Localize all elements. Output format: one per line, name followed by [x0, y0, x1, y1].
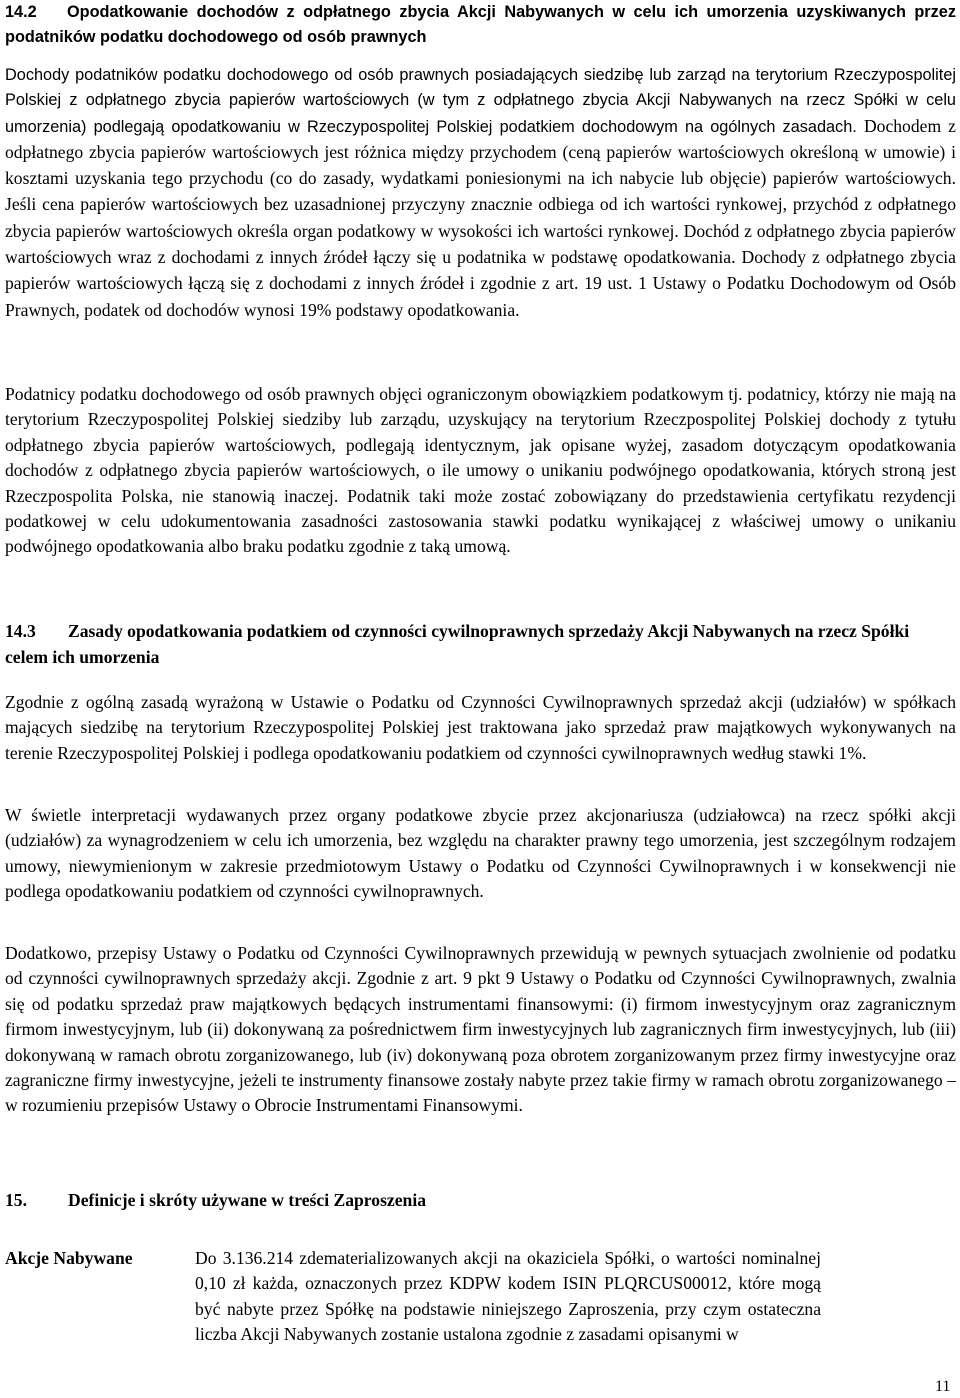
section-14-3-body-3 [5, 941, 956, 1119]
definitions-list [5, 1246, 956, 1348]
section-14-2-body [5, 63, 956, 324]
section-14-2-heading [5, 0, 956, 51]
page-number: 11 [935, 1378, 951, 1395]
paragraph-part: Dochodem z odpłatnego zbycia papierów wartościowych jest różnica między przychodem (ceną papierów wartościowych określoną w umowie) i kosztami uzyskania tego przychodu (co do zasady, wydatkami poniesionymi na ich nabycie lub objęcie) papierów wartościowych. Jeśli cena papierów wartościowych bez uzasadnionej przyczyny znacznie odbiega od ich wartości rynkowej, przychód z odpłatnego zbycia papierów wartościowych określa organ podatkowy w wysokości ich wartości rynkowej. Dochód z odpłatnego zbycia papierów wartościowych wraz z dochodami z innych źródeł łączy się u podatnika w podstawę opodatkowania. Dochody z odpłatnego zbycia papierów wartościowych łączą się z dochodami z innych źródeł i zgodnie z art. 19 ust. 1 Ustawy o Podatku Dochodowym od Osób Prawnych, podatek od dochodów wynosi 19% podstawy opodatkowania. [5, 115, 956, 320]
section-14-3-body-2 [5, 803, 956, 905]
section-14-2-body-2 [5, 382, 956, 560]
definition-term: Akcje Nabywane [5, 1248, 133, 1268]
paragraph: Dodatkowo, przepisy Ustawy o Podatku od Czynności Cywilnoprawnych przewidują w pewnych sytuacjach zwolnienie od podatku od czynności cywilnoprawnych sprzedaży akcji. Zgodnie z art. 9 pkt 9 Ustawy o Podatku od Czynności Cywilnoprawnych, zwalnia się od podatku sprzedaż praw majątkowych będących instrumentami finansowymi: (i) firmom inwestycyjnym oraz zagranicznym firmom inwestycyjnym, lub (ii) dokonywaną za pośrednictwem firm inwestycyjnych lub zagranicznych firm inwestycyjnych, lub (iii) dokonywaną w ramach obrotu zorganizowanego, lub (iv) dokonywaną poza obrotem zorganizowanym przez firmy inwestycyjne oraz zagraniczne firmy inwestycyjne, jeżeli te instrumenty finansowe zostały nabyte przez takie firmy w ramach obrotu zorganizowanego – w rozumieniu przepisów Ustawy o Obrocie Instrumentami Finansowymi. [5, 943, 956, 1116]
paragraph-part: Podatnik taki może zostać zobowiązany do przedstawienia certyfikatu rezydencji podatkowej w celu udokumentowania zasadności zastosowania stawki podatku wynikającej z właściwej umowy o unikaniu podwójnego opodatkowania albo braku podatku zgodnie z taką umową. [5, 485, 956, 557]
paragraph [5, 382, 956, 560]
section-title: Definicje i skróty używane w treści Zaproszenia [68, 1190, 427, 1210]
paragraph-part: Podatnicy podatku dochodowego od osób prawnych objęci ograniczonym obowiązkiem podatkowym tj. podatnicy, którzy nie mają na terytorium Rzeczypospolitej Polskiej siedziby lub zarządu, uzyskujący na terytorium Rzeczpospolitej Polskiej dochody z tytułu odpłatnego zbycia papierów wartościowych, podlegają identycznym, jak opisane wyżej, zasadom dotyczącym opodatkowania dochodów z odpłatnego zbycia papierów wartościowych, o ile umowy o unikaniu podwójnego opodatkowania, których stroną jest Rzeczpospolita Polska, nie stanowią inaczej. [5, 384, 956, 506]
definition-item [5, 1246, 956, 1348]
section-title: Zasady opodatkowania podatkiem od czynności cywilnoprawnych sprzedaży Akcji Nabywanych na rzecz Spółki celem ich umorzenia [5, 621, 910, 667]
section-14-3 [5, 619, 956, 670]
paragraph: Zgodnie z ogólną zasadą wyrażoną w Ustawie o Podatku od Czynności Cywilnoprawnych sprzedaż akcji (udziałów) w spółkach mających siedzibę na terytorium Rzeczypospolitej Polskiej jest traktowana jako sprzedaż praw majątkowych wykonywanych na terenie Rzeczypospolitej Polskiej i podlega opodatkowaniu podatkiem od czynności cywilnoprawnych według stawki 1%. [5, 692, 956, 763]
section-number: 14.3 [5, 621, 36, 641]
paragraph-part: Dochody podatników podatku dochodowego od osób prawnych posiadających siedzibę lub zarząd na terytorium Rzeczypospolitej Polskiej z odpłatnego zbycia papierów wartościowych (w tym z odpłatnego zbycia Akcji Nabywanych na rzecz Spółki w celu umorzenia) podlegają opodatkowaniu w Rzeczypospolitej Polskiej podatkiem dochodowym na ogólnych zasadach. [5, 66, 956, 136]
section-15 [5, 1188, 956, 1214]
paragraph [5, 63, 956, 324]
section-number: 14.2 [5, 3, 37, 21]
section-14-2 [5, 0, 956, 51]
section-14-3-body [5, 690, 956, 766]
section-14-3-heading [5, 619, 956, 670]
section-15-heading [5, 1188, 956, 1214]
section-number: 15. [5, 1190, 27, 1210]
section-title: Opodatkowanie dochodów z odpłatnego zbycia Akcji Nabywanych w celu ich umorzenia uzyskiwanych przez podatników podatku dochodowego od osób prawnych [5, 3, 956, 47]
paragraph: W świetle interpretacji wydawanych przez organy podatkowe zbycie przez akcjonariusza (udziałowca) na rzecz spółki akcji (udziałów) za wynagrodzeniem w celu ich umorzenia, bez względu na charakter prawny tego umorzenia, jest szczególnym rodzajem umowy, niewymienionym w zakresie przedmiotowym Ustawy o Podatku od Czynności Cywilnoprawnych i w konsekwencji nie podlega opodatkowaniu podatkiem od czynności cywilnoprawnych. [5, 805, 956, 902]
definition-text: Do 3.136.214 zdematerializowanych akcji na okaziciela Spółki, o wartości nominalnej 0,10 zł każda, oznaczonych przez KDPW kodem ISIN PLQRCUS00012, które mogą być nabyte przez Spółkę na podstawie niniejszego Zaproszenia, przy czym ostateczna liczba Akcji Nabywanych zostanie ustalona zgodnie z zasadami opisanymi w [195, 1248, 821, 1345]
